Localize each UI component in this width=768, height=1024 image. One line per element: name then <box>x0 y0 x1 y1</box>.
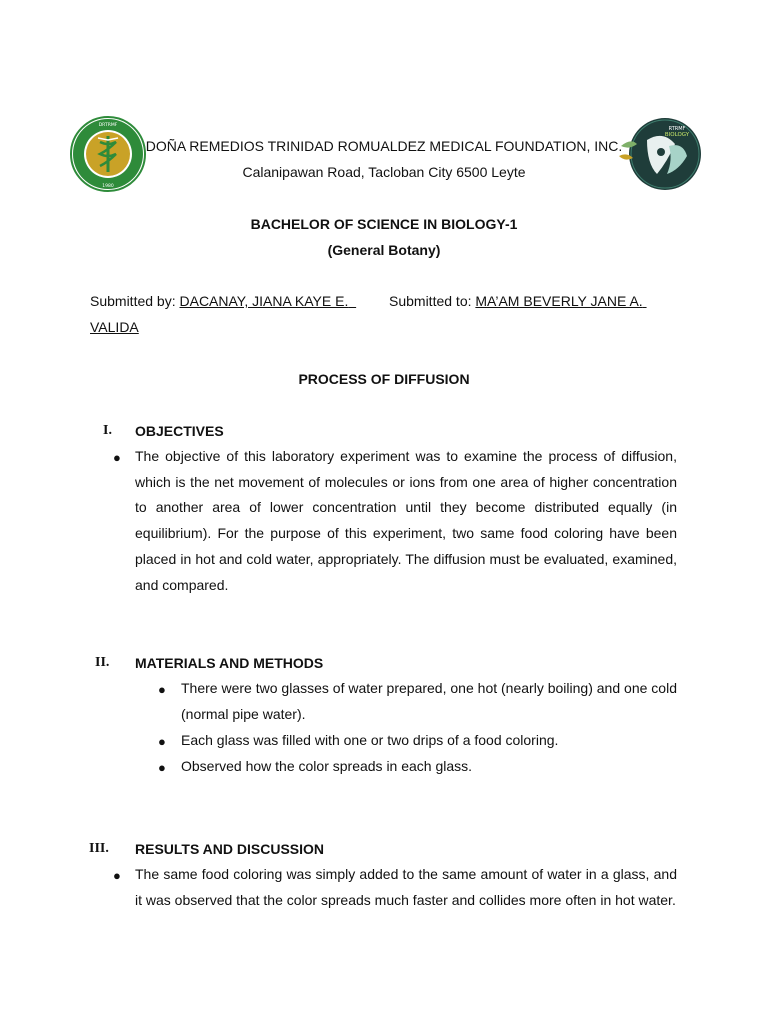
section-number: II. <box>95 655 110 670</box>
objective-paragraph: The objective of this laboratory experiment was to examine the process of diffusion, which is the net movement of molecules or ions from one area of higher concentration to another area of lower concentration until they become distributed equally (in equilibrium). For the purpose of this experiment, two same food coloring have been placed in hot and cold water, appropriately. The diffusion must be evaluated, examined, and compared. <box>135 448 677 593</box>
submitted-to <box>389 293 647 309</box>
bullet-icon: ● <box>158 760 166 775</box>
section-title-materials: MATERIALS AND METHODS <box>135 655 324 671</box>
program-title: BACHELOR OF SCIENCE IN BIOLOGY-1 <box>250 216 518 232</box>
svg-text:1980: 1980 <box>102 184 114 189</box>
institution-name: DOÑA REMEDIOS TRINIDAD ROMUALDEZ MEDICAL FOUNDATION, INC. <box>145 138 623 154</box>
svg-text:DRTRMF: DRTRMF <box>98 123 118 128</box>
method-item: Each glass was filled with one or two drips of a food coloring. <box>181 732 559 748</box>
section-title-objectives: OBJECTIVES <box>135 423 224 439</box>
submitted-to-label: Submitted to: <box>389 293 476 309</box>
bullet-icon: ● <box>113 868 121 883</box>
bullet-icon: ● <box>158 734 166 749</box>
bullet-icon: ● <box>158 682 166 697</box>
section-title-results: RESULTS AND DISCUSSION <box>135 841 325 857</box>
svg-text:BIOLOGY: BIOLOGY <box>664 132 690 138</box>
submitted-by-label: Submitted by: <box>90 293 180 309</box>
method-item: Observed how the color spreads in each glass. <box>181 758 473 774</box>
biology-program-logo <box>617 116 705 192</box>
institution-address: Calanipawan Road, Tacloban City 6500 Leyte <box>242 164 526 180</box>
document-title: PROCESS OF DIFFUSION <box>298 371 470 387</box>
foundation-seal-logo <box>70 116 146 192</box>
submitted-by-name: DACANAY, JIANA KAYE E. <box>179 293 349 309</box>
results-paragraph: The same food coloring was simply added to the same amount of water in a glass, and it was observed that the color spreads much faster and collides more often in hot water. <box>135 866 677 908</box>
submitted-to-name-continued: VALIDA <box>90 319 139 335</box>
submitted-to-name: MA’AM BEVERLY JANE A. <box>475 293 643 309</box>
section-number: I. <box>103 423 112 438</box>
course-title: (General Botany) <box>327 242 441 258</box>
section-number: III. <box>89 841 109 856</box>
bullet-icon: ● <box>113 450 121 465</box>
method-item: There were two glasses of water prepared, one hot (nearly boiling) and one cold (normal pipe water). <box>181 680 677 722</box>
submitted-by <box>90 293 356 309</box>
svg-text:RTRMF: RTRMF <box>668 126 686 132</box>
